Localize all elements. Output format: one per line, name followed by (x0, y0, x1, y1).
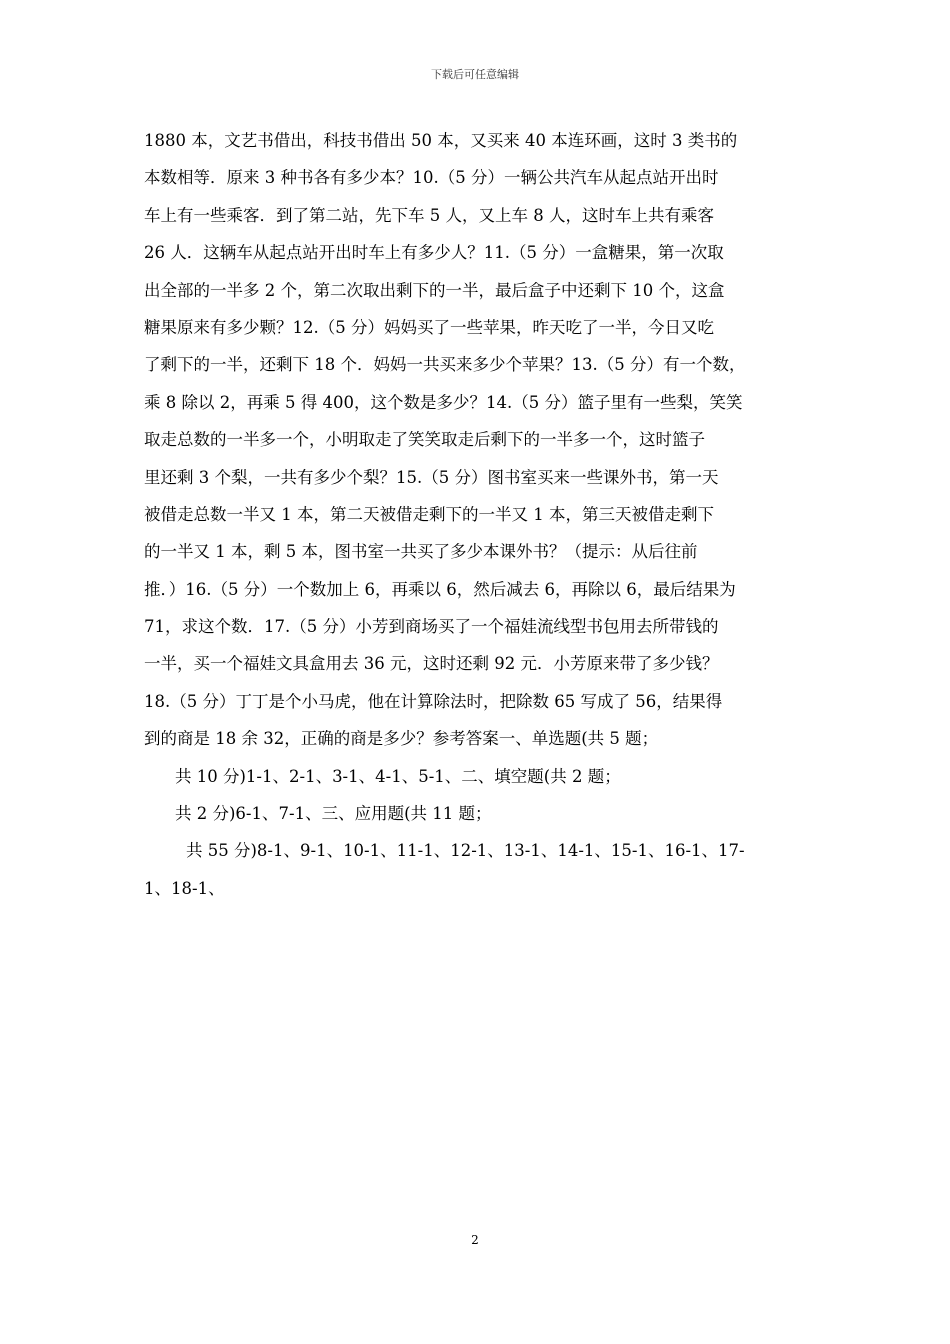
answer-line: 共 2 分)6-1、7-1、三、应用题(共 11 题； (175, 804, 492, 824)
text-line: 糖果原来有多少颗？12.（5 分）妈妈买了一些苹果，昨天吃了一半，今日又吃 (144, 317, 714, 337)
text-line: 车上有一些乘客．到了第二站，先下车 5 人，又上车 8 人，这时车上共有乘客 (144, 205, 714, 225)
text-line: 71，求这个数．17.（5 分）小芳到商场买了一个福娃流线型书包用去所带钱的 (144, 617, 719, 637)
page-header: 下载后可任意编辑 (431, 68, 519, 81)
text-line: 到的商是 18 余 32，正确的商是多少？参考答案一、单选题(共 5 题； (144, 729, 659, 749)
text-line: 26 人．这辆车从起点站开出时车上有多少人？11.（5 分）一盒糖果，第一次取 (144, 243, 724, 263)
text-line: 被借走总数一半又 1 本，第二天被借走剩下的一半又 1 本，第三天被借走剩下 (144, 504, 714, 524)
text-line: 1880 本，文艺书借出，科技书借出 50 本，又买来 40 本连环画，这时 3 类书的 (144, 131, 738, 150)
text-line: 乘 8 除以 2，再乘 5 得 400，这个数是多少？14.（5 分）篮子里有一些梨，笑笑 (144, 392, 743, 412)
text-line: 18.（5 分）丁丁是个小马虎，他在计算除法时，把除数 65 写成了 56，结果得 (144, 691, 723, 711)
page-number: 2 (471, 1233, 479, 1247)
text-line: 本数相等．原来 3 种书各有多少本？10.（5 分）一辆公共汽车从起点站开出时 (144, 168, 719, 188)
answer-line: 共 10 分)1-1、2-1、3-1、4-1、5-1、二、填空题(共 2 题； (175, 766, 621, 786)
text-line: 里还剩 3 个梨，一共有多少个梨？15.（5 分）图书室买来一些课外书，第一天 (144, 467, 719, 487)
text-line: 取走总数的一半多一个，小明取走了笑笑取走后剩下的一半多一个，这时篮子 (144, 430, 705, 450)
text-line: 出全部的一半多 2 个，第二次取出剩下的一半，最后盒子中还剩下 10 个，这盒 (144, 280, 725, 300)
answer-line: 1、18-1、 (144, 878, 225, 898)
text-line: 推．）16.（5 分）一个数加上 6，再乘以 6，然后减去 6，再除以 6，最后结果为 (144, 579, 736, 599)
text-line: 一半，买一个福娃文具盒用去 36 元，这时还剩 92 元．小芳原来带了多少钱？ (144, 654, 719, 674)
document-body (144, 122, 808, 907)
text-line: 了剩下的一半，还剩下 18 个．妈妈一共买来多少个苹果？13.（5 分）有一个数， (144, 355, 746, 375)
answer-line: 共 55 分)8-1、9-1、10-1、11-1、12-1、13-1、14-1、15-1、16-1、17- (186, 841, 745, 861)
text-line: 的一半又 1 本，剩 5 本，图书室一共买了多少本课外书？（提示：从后往前 (144, 542, 698, 562)
